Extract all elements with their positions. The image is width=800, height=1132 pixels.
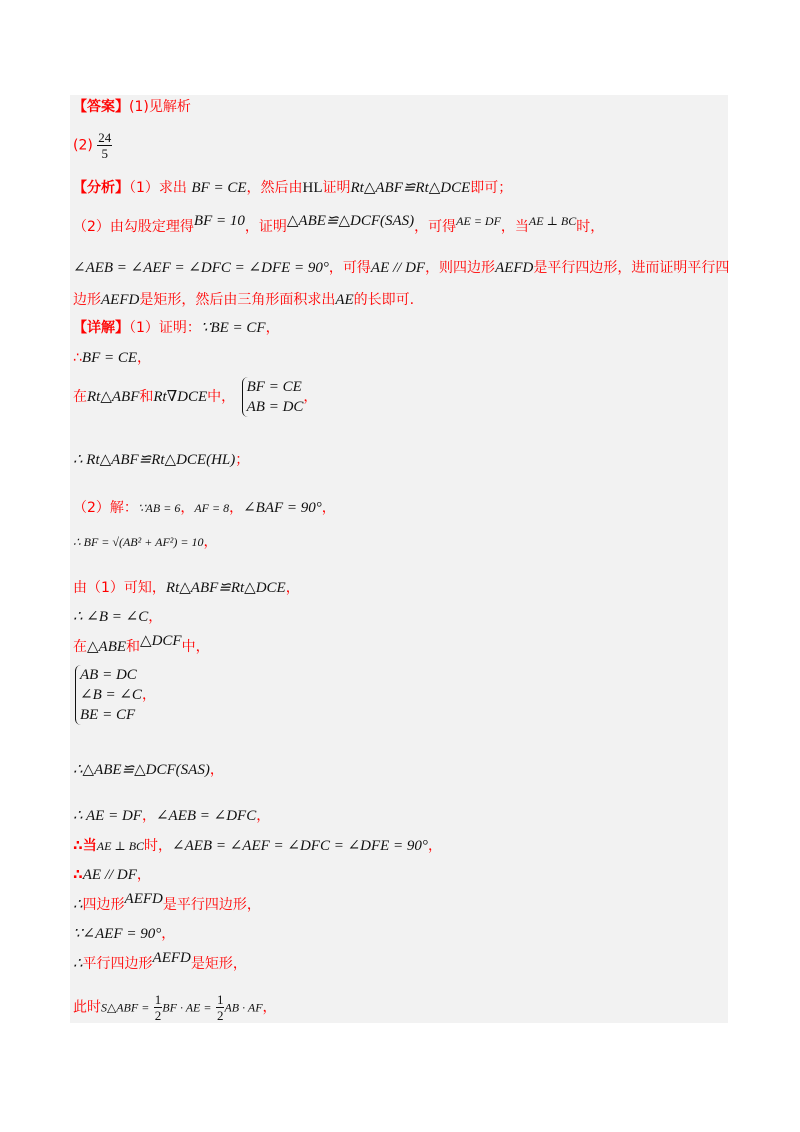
detail-text: 是平行四边形， bbox=[162, 897, 261, 913]
math-expression: ∵∠AEF = 90° bbox=[73, 926, 162, 942]
math-expression: AE // DF bbox=[370, 260, 426, 276]
analysis-text: （2）由勾股定理得 bbox=[73, 219, 194, 235]
detail-text: （2）解： bbox=[73, 500, 138, 516]
fraction-denominator: 5 bbox=[101, 146, 109, 161]
detail-line-18 bbox=[73, 992, 277, 1023]
detail-text: ， bbox=[203, 534, 218, 550]
detail-text: ∴当 bbox=[73, 838, 97, 854]
detail-line-10 bbox=[73, 665, 156, 725]
detail-text: 平行四边形 bbox=[82, 956, 153, 972]
answer-fraction bbox=[97, 130, 112, 161]
detail-line-2 bbox=[73, 348, 151, 368]
detail-text: ， bbox=[256, 808, 271, 824]
fraction-numerator: 1 bbox=[154, 992, 162, 1007]
answer-line bbox=[73, 97, 191, 117]
math-expression: S△ABF = bbox=[101, 1000, 150, 1015]
analysis-text: ，则四边形 bbox=[425, 260, 496, 276]
fraction-numerator: 1 bbox=[216, 992, 224, 1007]
analysis-label: 【分析】 bbox=[73, 180, 129, 196]
detail-line-17 bbox=[73, 950, 247, 974]
detail-text: （1）证明： bbox=[129, 320, 201, 336]
math-expression: ∴ BF = √(AB² + AF²) = 10 bbox=[73, 535, 204, 549]
analysis-line-1 bbox=[73, 178, 512, 198]
system-equation: AB = DC bbox=[246, 399, 304, 415]
detail-text: ∴ bbox=[73, 867, 83, 883]
math-expression: AF = 8 bbox=[194, 501, 230, 515]
math-expression: △ABE≌△DCF(SAS) bbox=[286, 213, 415, 229]
math-expression: ∵AB = 6 bbox=[137, 501, 181, 515]
detail-text: ， bbox=[321, 500, 336, 516]
analysis-text: 边形 bbox=[73, 292, 101, 308]
detail-text: ， bbox=[427, 838, 442, 854]
answer-part2-prefix: (2) bbox=[73, 137, 93, 154]
math-expression: AE ⊥ BC bbox=[96, 839, 145, 853]
analysis-line-4 bbox=[73, 290, 414, 310]
math-expression: Rt△ABF≌Rt△DCE bbox=[165, 580, 286, 596]
math-expression: ∠AEB = ∠AEF = ∠DFC = ∠DFE = 90° bbox=[73, 260, 329, 276]
detail-text: ， bbox=[148, 609, 163, 625]
analysis-text: 即可； bbox=[470, 180, 513, 196]
detail-label: 【详解】 bbox=[73, 320, 129, 336]
detail-text: 中， bbox=[207, 389, 236, 405]
math-expression: Rt△ABF bbox=[87, 389, 140, 405]
math-expression: AE = DF bbox=[456, 214, 501, 228]
analysis-text: ，当 bbox=[500, 219, 529, 235]
detail-line-8 bbox=[73, 607, 162, 627]
fraction-numerator: 24 bbox=[98, 130, 112, 145]
system-equation: BF = CE bbox=[246, 379, 302, 395]
analysis-text: ，然后由 bbox=[246, 180, 303, 196]
analysis-text: ，可得 bbox=[414, 219, 457, 235]
math-expression: Rt△ABF≌Rt△DCE bbox=[350, 180, 471, 196]
detail-text: 由（1）可知， bbox=[73, 580, 166, 596]
detail-line-16 bbox=[73, 924, 175, 944]
fraction-denominator: 2 bbox=[216, 1008, 224, 1023]
detail-text: ， bbox=[141, 808, 156, 824]
fraction-denominator: 2 bbox=[154, 1008, 162, 1023]
detail-text: ， bbox=[262, 999, 277, 1016]
analysis-text: 是平行四边形，进而证明平行四 bbox=[533, 260, 730, 276]
detail-line-12 bbox=[73, 806, 270, 826]
detail-text: 和 bbox=[126, 639, 141, 655]
system-equation: AB = DC bbox=[80, 667, 137, 683]
detail-text: ， bbox=[137, 350, 152, 366]
detail-text: 此时 bbox=[73, 999, 101, 1016]
analysis-line-3 bbox=[73, 258, 729, 278]
math-expression: ∴ bbox=[73, 897, 83, 913]
analysis-text: 证明 bbox=[322, 180, 351, 196]
math-expression: AEFD bbox=[495, 260, 534, 276]
equation-system bbox=[75, 665, 142, 725]
math-expression: ∠AEB = ∠AEF = ∠DFC = ∠DFE = 90° bbox=[172, 838, 428, 854]
detail-text: ， bbox=[229, 500, 244, 516]
math-expression: ∠BAF = 90° bbox=[243, 500, 322, 516]
detail-text: ， bbox=[141, 687, 156, 703]
math-expression: HL bbox=[302, 180, 323, 196]
math-expression: ∴ bbox=[73, 956, 83, 972]
math-expression: AB · AF bbox=[224, 1000, 263, 1015]
detail-text: 在 bbox=[73, 389, 87, 405]
detail-text: ， bbox=[285, 580, 300, 596]
math-expression: ∴ AE = DF bbox=[73, 808, 142, 824]
analysis-text: （1）求出 bbox=[129, 180, 187, 196]
analysis-text: ，证明 bbox=[244, 219, 287, 235]
detail-line-5 bbox=[73, 498, 336, 518]
math-expression: AE // DF bbox=[82, 867, 137, 883]
math-expression: BF · AE = bbox=[162, 1000, 212, 1015]
math-expression: △DCF bbox=[140, 633, 182, 649]
detail-line-15 bbox=[73, 891, 261, 915]
analysis-text: 的长即可. bbox=[353, 292, 415, 308]
system-equation: ∠B = ∠C bbox=[80, 687, 142, 703]
detail-line-13 bbox=[73, 836, 442, 856]
answer-label: 【答案】 bbox=[73, 99, 129, 115]
math-expression: ∠AEB = ∠DFC bbox=[155, 808, 257, 824]
math-expression: AE ⊥ BC bbox=[528, 214, 577, 228]
detail-text: ∴ bbox=[73, 350, 82, 366]
detail-text: 是矩形， bbox=[190, 956, 247, 972]
math-expression: Rt∇DCE bbox=[153, 389, 208, 405]
detail-text: 在 bbox=[73, 639, 87, 655]
math-expression: AE bbox=[335, 292, 354, 308]
detail-text: ， bbox=[180, 500, 195, 516]
math-expression: AEFD bbox=[101, 292, 140, 308]
system-equation: BE = CF bbox=[80, 707, 136, 723]
analysis-text: ，可得 bbox=[328, 260, 371, 276]
math-expression: BF = CE bbox=[81, 350, 138, 366]
analysis-text: 是矩形，然后由三角形面积求出 bbox=[139, 292, 336, 308]
math-expression: AEFD bbox=[152, 950, 191, 966]
detail-text: 和 bbox=[139, 389, 154, 405]
math-expression: AEFD bbox=[124, 891, 163, 907]
math-expression: ∴ Rt△ABF≌Rt△DCE(HL) bbox=[73, 452, 236, 468]
equation-system bbox=[242, 377, 304, 417]
detail-text: ； bbox=[235, 452, 250, 468]
detail-line-7 bbox=[73, 578, 300, 598]
detail-line-11 bbox=[73, 760, 224, 780]
math-expression: ∴ ∠B = ∠C bbox=[73, 609, 149, 625]
detail-line-14 bbox=[73, 865, 151, 885]
detail-text: ， bbox=[265, 320, 280, 336]
detail-text: 时， bbox=[144, 838, 173, 854]
detail-text: 中， bbox=[181, 639, 210, 655]
answer-part2-line bbox=[73, 130, 112, 161]
detail-line-6 bbox=[73, 532, 217, 552]
detail-text: ， bbox=[161, 926, 176, 942]
detail-text: ， bbox=[136, 867, 151, 883]
detail-text: ， bbox=[303, 389, 318, 405]
answer-part1: (1)见解析 bbox=[129, 99, 191, 115]
detail-line-1 bbox=[73, 318, 280, 338]
math-expression: BF = 10 bbox=[193, 213, 245, 229]
analysis-line-2 bbox=[73, 213, 605, 237]
fraction-half bbox=[154, 992, 163, 1023]
detail-line-3 bbox=[73, 377, 317, 417]
detail-text: 四边形 bbox=[82, 897, 125, 913]
detail-line-9 bbox=[73, 633, 210, 657]
math-expression: △ABE bbox=[87, 639, 127, 655]
math-expression: ∴△ABE≌△DCF(SAS) bbox=[73, 762, 210, 778]
math-expression: ∵BE = CF bbox=[200, 320, 266, 336]
detail-text: ， bbox=[209, 762, 224, 778]
analysis-text: 时， bbox=[576, 219, 605, 235]
math-expression: BF = CE bbox=[191, 180, 247, 196]
detail-line-4 bbox=[73, 450, 249, 470]
